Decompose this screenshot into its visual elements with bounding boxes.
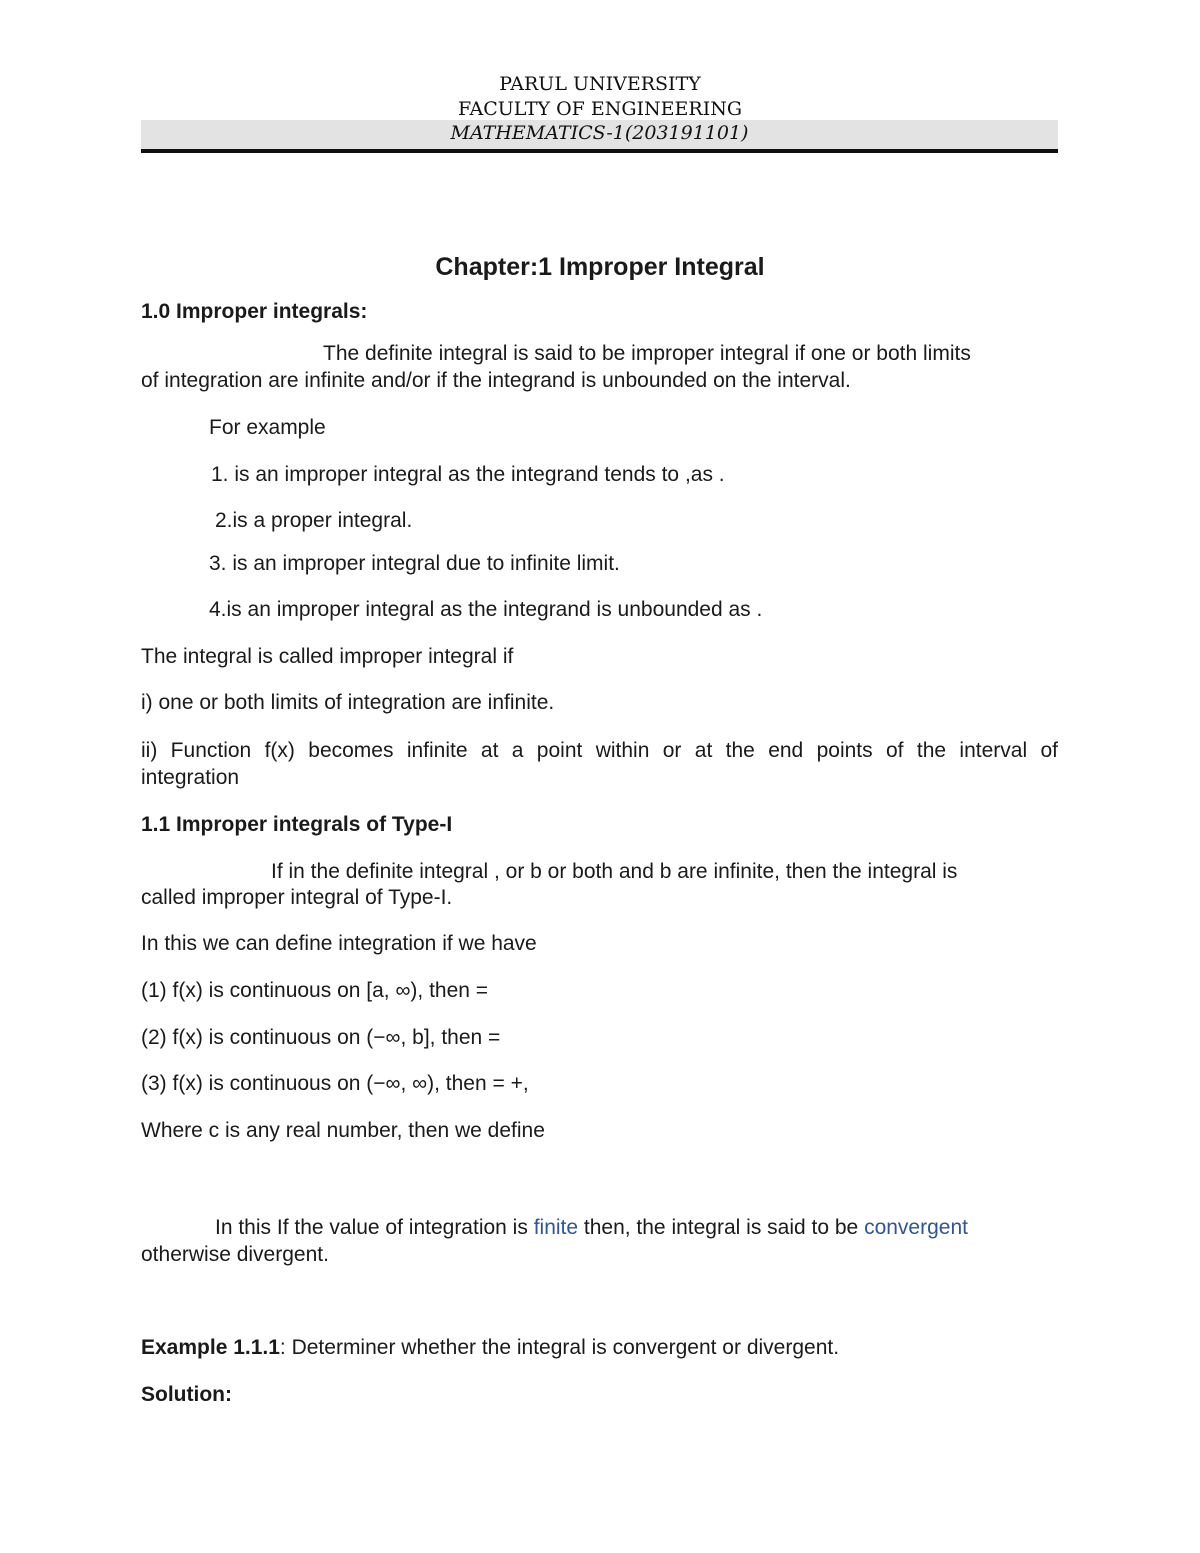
condition-ii-line-2: integration bbox=[141, 766, 240, 789]
chapter-title: Chapter:1 Improper Integral bbox=[435, 253, 765, 281]
example-item-4: 4.is an improper integral as the integrand is unbounded as . bbox=[209, 598, 763, 621]
convergent-term: convergent bbox=[864, 1216, 968, 1239]
case-2: (2) f(x) is continuous on (−∞, b], then = bbox=[141, 1026, 501, 1049]
convergence-text-a: In this If the value of integration is bbox=[215, 1216, 534, 1239]
definition-intro: The integral is called improper integral if bbox=[141, 645, 514, 668]
condition-ii-line-1: ii) Function f(x) becomes infinite at a point within or at the end points of the interval of bbox=[141, 739, 1058, 762]
faculty-name: FACULTY OF ENGINEERING bbox=[457, 98, 743, 120]
case-1: (1) f(x) is continuous on [a, ∞), then = bbox=[141, 979, 489, 1002]
convergence-text-b: then, the integral is said to be bbox=[578, 1216, 865, 1239]
example-item-3: 3. is an improper integral due to infinite limit. bbox=[209, 552, 620, 575]
example-1-1-1 bbox=[141, 1336, 839, 1360]
define-intro: In this we can define integration if we have bbox=[141, 932, 537, 955]
section-heading-1-0: 1.0 Improper integrals: bbox=[141, 300, 368, 323]
convergence-line-2: otherwise divergent. bbox=[141, 1243, 329, 1266]
definition-line-1: The definite integral is said to be improper integral if one or both limits bbox=[323, 342, 971, 365]
condition-i: i) one or both limits of integration are infinite. bbox=[141, 691, 555, 714]
convergence-line-1 bbox=[215, 1216, 968, 1240]
type-i-line-2: called improper integral of Type-I. bbox=[141, 886, 453, 909]
section-heading-1-1: 1.1 Improper integrals of Type-I bbox=[141, 813, 453, 836]
subject-code: MATHEMATICS-1(203191101) bbox=[450, 122, 749, 144]
for-example-label: For example bbox=[209, 416, 326, 439]
example-item-1: 1. is an improper integral as the integrand tends to ,as . bbox=[211, 463, 725, 486]
header-rule bbox=[141, 149, 1058, 153]
type-i-line-1: If in the definite integral , or b or both and b are infinite, then the integral is bbox=[271, 860, 958, 883]
case-3: (3) f(x) is continuous on (−∞, ∞), then = +, bbox=[141, 1072, 529, 1095]
definition-line-2: of integration are infinite and/or if the integrand is unbounded on the interval. bbox=[141, 369, 851, 392]
where-c-line: Where c is any real number, then we define bbox=[141, 1119, 545, 1142]
university-name: PARUL UNIVERSITY bbox=[499, 73, 701, 95]
example-text: : Determiner whether the integral is convergent or divergent. bbox=[279, 1336, 840, 1359]
example-label: Example 1.1.1 bbox=[141, 1336, 280, 1359]
example-item-2: 2.is a proper integral. bbox=[215, 509, 413, 532]
finite-term: finite bbox=[533, 1216, 579, 1239]
solution-label: Solution: bbox=[141, 1383, 232, 1406]
